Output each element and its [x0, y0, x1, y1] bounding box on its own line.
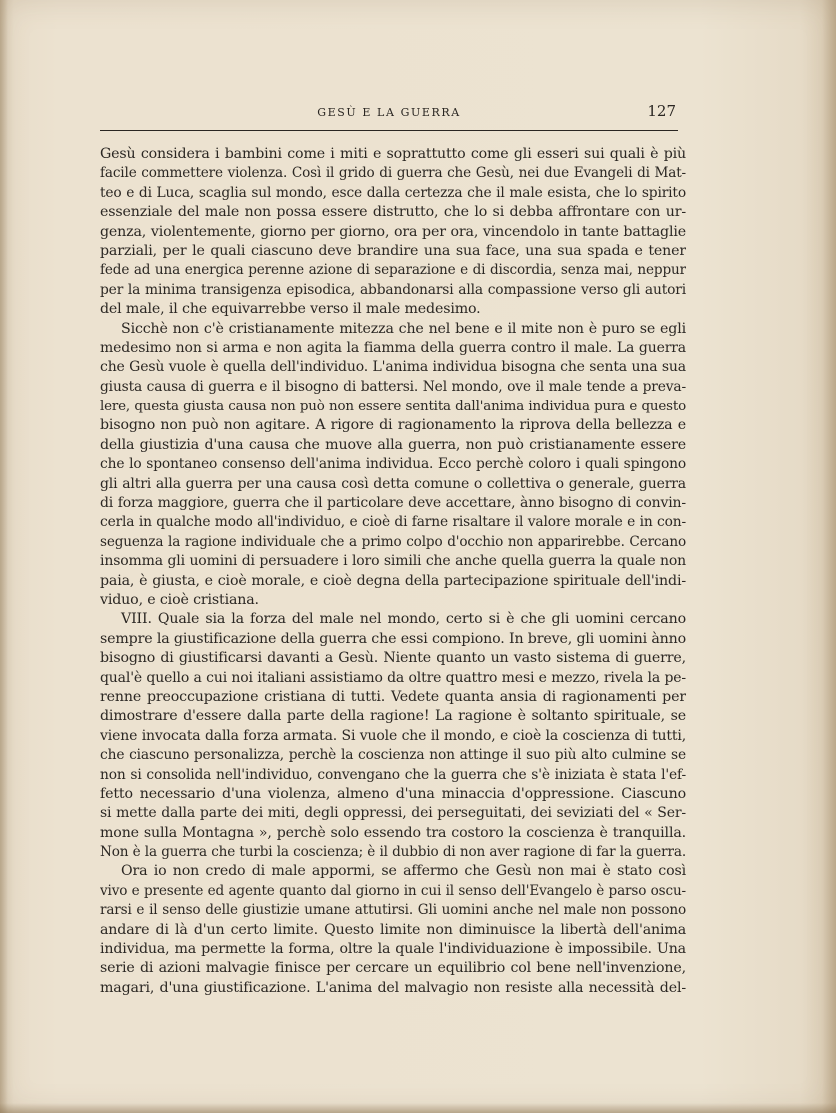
text-line: non si consolida nell'individuo, convengano che la guerra che s'è iniziata è stata l'ef-	[100, 766, 686, 783]
body-text	[100, 145, 686, 998]
text-line: lere, questa giusta causa non può non essere sentita dall'anima individua pura e questo	[100, 399, 686, 415]
text-line: insomma gli uomini di persuadere i loro simili che anche quella guerra la quale non	[100, 553, 686, 570]
text-line: giusta causa di guerra e il bisogno di battersi. Nel mondo, ove il male tende a preva-	[100, 378, 686, 395]
text-line: della giustizia d'una causa che muove alla guerra, non può cristianamente essere	[100, 436, 686, 453]
text-line: cerla in qualche modo all'individuo, e cioè di farne risaltare il valore morale e in con-	[100, 514, 686, 531]
text-line: Gesù considera i bambini come i miti e soprattutto come gli esseri sui quali è più	[100, 146, 686, 162]
text-line: medesimo non si arma e non agita la fiamma della guerra contro il male. La guerra	[100, 339, 686, 356]
page-header	[100, 100, 678, 131]
text-line: di forza maggiore, guerra che il particolare deve accettare, ànno bisogno di convin-	[100, 495, 686, 512]
text-line: qual'è quello a cui noi italiani assistiamo da oltre quattro mesi e mezzo, rivela la pe-	[100, 669, 686, 686]
text-line: Ora io non credo di male appormi, se affermo che Gesù non mai è stato così	[121, 863, 686, 880]
text-line: mone sulla Montagna », perchè solo essendo tra costoro la coscienza è tranquilla.	[100, 824, 686, 841]
page-bottom-edge-shadow	[0, 1103, 836, 1113]
text-line: per la minima transigenza episodica, abbandonarsi alla compassione verso gli autori	[100, 281, 686, 298]
text-line: bisogno di giustificarsi davanti a Gesù. Niente quanto un vasto sistema di guerre,	[100, 650, 686, 667]
text-line: magari, d'una giustificazione. L'anima del malvagio non resiste alla necessità del-	[100, 979, 686, 996]
text-line: Non è la guerra che turbi la coscienza; è il dubbio di non aver ragione di far la guerra.	[100, 844, 686, 861]
paragraph	[100, 145, 686, 320]
text-line: Sicchè non c'è cristianamente mitezza che nel bene e il mite non è puro se egli	[121, 320, 686, 337]
text-line: serie di azioni malvagie finisce per cercare un equilibrio col bene nell'invenzione,	[100, 960, 686, 977]
text-line: seguenza la ragione individuale che a primo colpo d'occhio non apparirebbe. Cercano	[100, 533, 686, 550]
text-line: gli altri alla guerra per una causa così detta comune o collettiva o generale, guerra	[100, 475, 686, 492]
text-line: fetto necessario d'una violenza, almeno d'una minaccia d'oppressione. Ciascuno	[100, 785, 686, 802]
text-line: andare di là d'un certo limite. Questo limite non diminuisce la libertà dell'anima	[100, 921, 686, 938]
text-line: che ciascuno personalizza, perchè la coscienza non attinge il suo più alto culmine se	[100, 747, 686, 764]
text-line: rarsi e il senso delle giustizie umane attutirsi. Gli uomini anche nel male non possono	[100, 902, 686, 919]
page-right-edge-shadow	[822, 0, 836, 1113]
paragraph	[100, 320, 686, 611]
text-line: viduo, e cioè cristiana.	[100, 591, 259, 608]
text-line: che lo spontaneo consenso dell'anima individua. Ecco perchè coloro i quali spingono	[100, 456, 686, 473]
text-line: facile commettere violenza. Così il grido di guerra che Gesù, nei due Evangeli di Mat-	[100, 165, 686, 182]
text-line: fede ad una energica perenne azione di separazione e di discordia, senza mai, neppur	[100, 262, 686, 279]
text-line: teo e di Luca, scaglia sul mondo, esce dalla certezza che il male esista, che lo spirito	[100, 184, 686, 201]
text-line: vivo e presente ed agente quanto dal giorno in cui il senso dell'Evangelo è parso oscu-	[100, 882, 686, 899]
paragraph	[100, 862, 686, 998]
page-number: 127	[647, 102, 676, 120]
text-line: individua, ma permette la forma, oltre la quale l'individuazione è impossibile. Una	[100, 941, 686, 958]
text-line: renne preoccupazione cristiana di tutti. Vedete quanta ansia di ragionamenti per	[100, 688, 686, 705]
text-line: sempre la giustificazione della guerra che essi compiono. In breve, gli uomini ànno	[100, 630, 686, 647]
paragraph	[100, 610, 686, 862]
text-line: viene invocata dalla forza armata. Si vuole che il mondo, e cioè la coscienza di tutti,	[100, 727, 686, 744]
text-line: genza, violentemente, giorno per giorno, ora per ora, vincendolo in tante battaglie	[100, 223, 686, 240]
text-line: del male, il che equivarrebbe verso il male medesimo.	[100, 301, 481, 318]
running-title: GESÙ E LA GUERRA	[317, 106, 461, 119]
text-line: che Gesù vuole è quella dell'individuo. L'anima individua bisogna che senta una sua	[100, 359, 686, 376]
text-line: bisogno non può non agitare. A rigore di ragionamento la riprova della bellezza e	[100, 417, 686, 434]
text-line: parziali, per le quali ciascuno deve brandire una sua face, una sua spada e tener	[100, 242, 686, 259]
text-line: paia, è giusta, e cioè morale, e cioè degna della partecipazione spirituale dell'indi-	[100, 572, 686, 589]
text-line: si mette dalla parte dei miti, degli oppressi, dei perseguitati, dei seviziati del « Ser-	[100, 805, 686, 822]
text-line: VIII. Quale sia la forza del male nel mondo, certo si è che gli uomini cercano	[121, 611, 686, 628]
text-line: essenziale del male non possa essere distrutto, che lo si debba affrontare con ur-	[100, 204, 686, 221]
page-left-edge-shadow	[0, 0, 8, 1113]
text-line: dimostrare d'essere dalla parte della ragione! La ragione è soltanto spirituale, se	[100, 708, 686, 725]
